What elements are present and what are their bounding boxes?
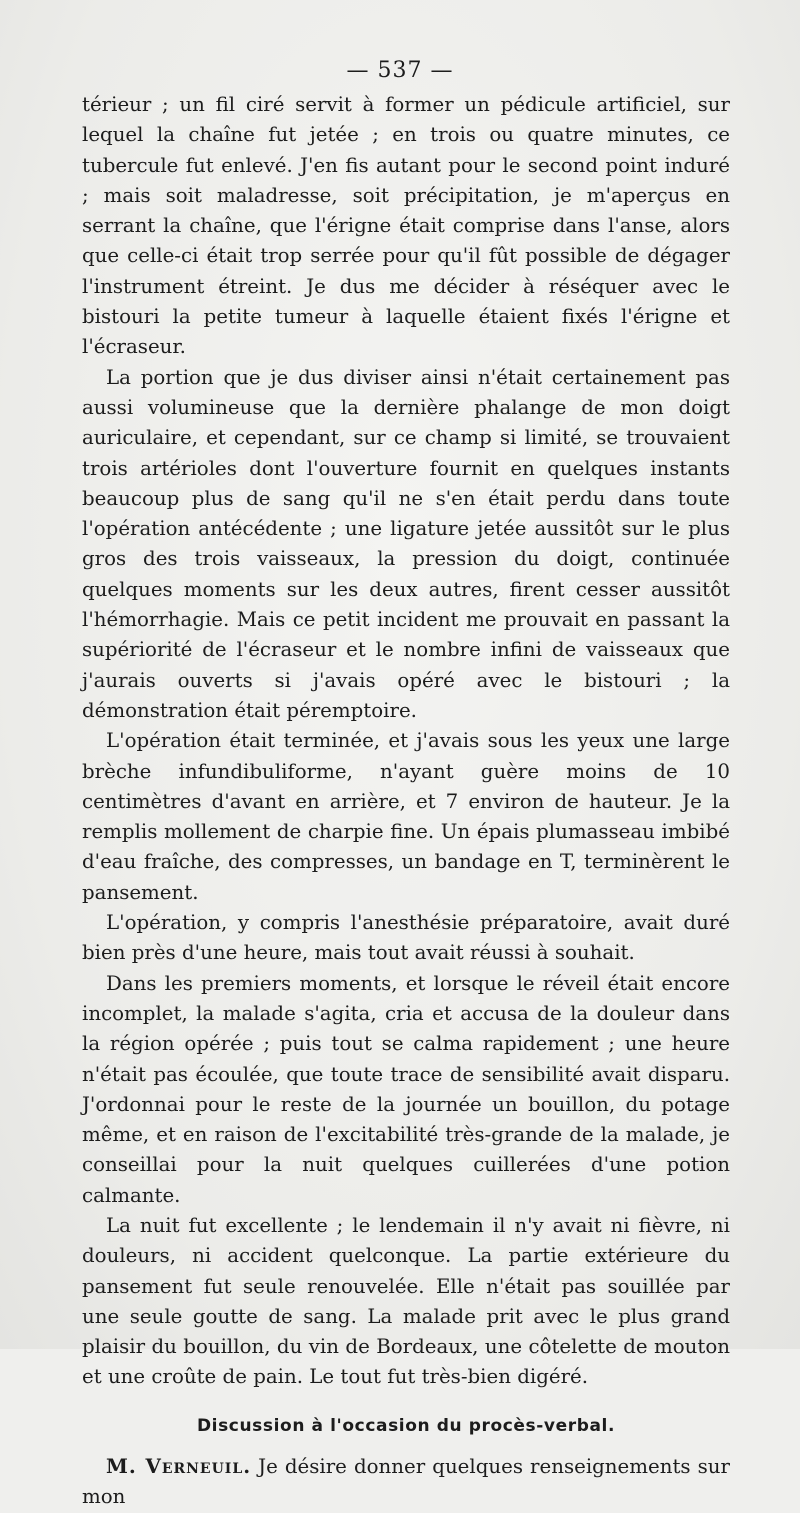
paragraph-anesthesie: L'opération, y compris l'anesthésie préparatoire, avait duré bien près d'une heure, mais tout avait réussi à souhait. bbox=[82, 911, 730, 965]
page-number: — 537 — bbox=[346, 58, 454, 83]
paragraph-premiers-moments: Dans les premiers moments, et lorsque le réveil était encore incomplet, la malade s'agita, cria et accusa de la douleur dans la région opérée ; puis tout se calma rapidement ; une heure n'était pas écoulée, que toute trace de sensibilité avait disparu. J'ordonnai pour le reste de la journée un bouillon, du potage même, et en raison de l'excitabilité très-grande de la malade, je conseillai pour la nuit quelques cuillerées d'une potion calmante. bbox=[82, 971, 730, 1207]
body-text bbox=[82, 90, 730, 1513]
speaker-name: M. Verneuil. bbox=[106, 1454, 252, 1479]
paragraph-operation-terminee: L'opération était terminée, et j'avais sous les yeux une large brèche infundibuliforme, n'ayant guère moins de 10 centimètres d'avant en arrière, et 7 environ de hauteur. Je la remplis mollement de charpie fine. Un épais plumasseau imbibé d'eau fraîche, des compresses, un bandage en T, terminèrent le pansement. bbox=[82, 729, 730, 904]
paragraph-nuit: La nuit fut excellente ; le lendemain il n'y avait ni fièvre, ni douleurs, ni accident quelconque. La partie extérieure du pansement fut seule renouvelée. Elle n'était pas souillée par une seule goutte de sang. La malade prit avec le plus grand plaisir du bouillon, du vin de Bordeaux, une côtelette de mouton et une croûte de pain. Le tout fut très-bien digéré. bbox=[82, 1213, 730, 1389]
section-heading: Discussion à l'occasion du procès-verbal. bbox=[196, 1415, 616, 1436]
paragraph-arterioles: La portion que je dus diviser ainsi n'était certainement pas aussi volumineuse que la dernière phalange de mon doigt auriculaire, et cependant, sur ce champ si limité, se trouvaient trois artérioles dont l'ouverture fournit en quelques instants beaucoup plus de sang qu'il ne s'en était perdu dans toute l'opération antécédente ; une ligature jetée aussitôt sur le plus gros des trois vaisseaux, la pression du doigt, continuée quelques moments sur les deux autres, firent cesser aussitôt l'hémorrhagie. Mais ce petit incident me prouvait en passant la supériorité de l'écraseur et le nombre infini de vaisseaux que j'aurais ouverts si j'avais opéré avec le bistouri ; la démonstration était péremptoire. bbox=[82, 365, 730, 722]
speaker-text: Je désire donner quelques renseignements sur mon bbox=[82, 1455, 730, 1509]
paragraph-continued: térieur ; un fil ciré servit à former un pédicule artificiel, sur lequel la chaîne fut jetée ; en trois ou quatre minutes, ce tubercule fut enlevé. J'en fis autant pour le second point induré ; mais soit maladresse, soit précipitation, je m'aperçus en serrant la chaîne, que l'érigne était comprise dans l'anse, alors que celle-ci était trop serrée pour qu'il fût possible de dégager l'instrument étreint. Je dus me décider à réséquer avec le bistouri la petite tumeur à laquelle étaient fixés l'érigne et l'écraseur. bbox=[82, 93, 730, 359]
paragraph-verneuil bbox=[82, 1451, 730, 1513]
